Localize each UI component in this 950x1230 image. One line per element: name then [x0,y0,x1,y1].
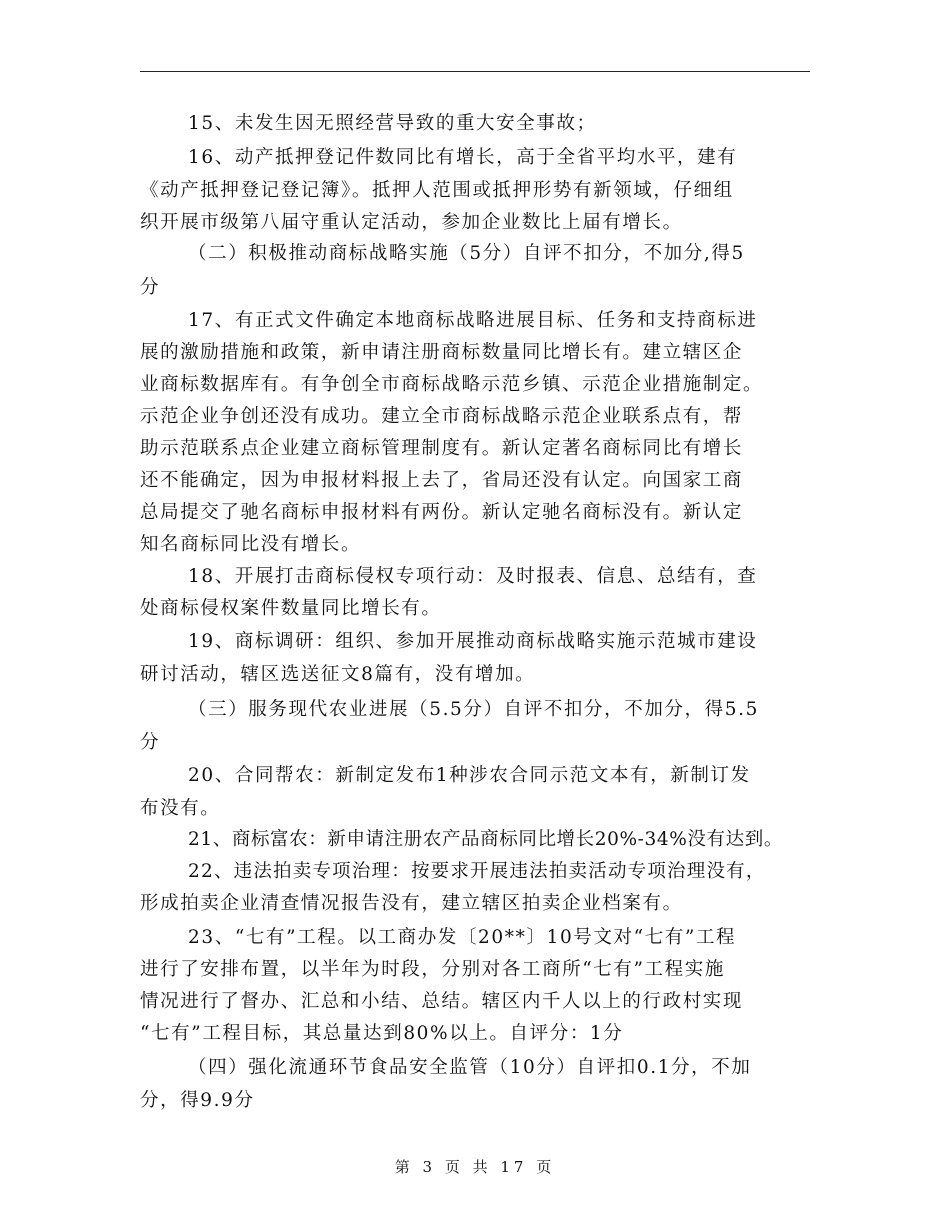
body-line: 业商标数据库有。有争创全市商标战略示范乡镇、示范企业措施制定。 [140,374,764,395]
body-line: 示范企业争创还没有成功。建立全市商标战略示范企业联系点有，帮 [140,406,744,427]
body-line: 布没有。 [140,798,221,819]
body-line: 知名商标同比没有增长。 [140,534,362,555]
body-line: 分 [140,732,161,753]
body-line: 《动产抵押登记登记簿》。抵押人范围或抵押形势有新领域，仔细组 [140,180,734,201]
body-line: 展的激励措施和政策，新申请注册商标数量同比增长有。建立辖区企 [140,342,744,363]
header-rule [140,71,810,72]
body-line: 进行了安排布置，以半年为时段，分别对各工商所“七有”工程实施 [140,959,725,980]
body-line: 助示范联系点企业建立商标管理制度有。新认定著名商标同比有增长 [140,438,744,459]
body-line: 21、商标富农：新申请注册农产品商标同比增长20%-34%没有达到。 [188,829,783,850]
body-line: 15、未发生因无照经营导致的重大安全事故； [188,113,597,134]
body-line: 16、动产抵押登记件数同比有增长，高于全省平均水平，建有 [188,147,738,168]
body-line: 情况进行了督办、汇总和小结、总结。辖区内千人以上的行政村实现 [140,991,744,1012]
section-heading: （四）强化流通环节食品安全监管（10分）自评扣0.1分，不加 [188,1057,752,1078]
section-heading: （三）服务现代农业进展（5.5分）自评不扣分，不加分，得5.5 [188,699,759,720]
body-line: 研讨活动，辖区选送征文8篇有，没有增加。 [140,664,536,685]
body-line: 23、“七有”工程。以工商办发〔20**〕10号文对“七有”工程 [188,927,737,948]
body-line: 总局提交了驰名商标申报材料有两份。新认定驰名商标没有。新认定 [140,502,744,523]
body-line: 形成拍卖企业清查情况报告没有，建立辖区拍卖企业档案有。 [140,893,683,914]
section-heading: （二）积极推动商标战略实施（5分）自评不扣分，不加分,得5 [188,243,745,264]
page-number-footer: 第 3 页 共 17 页 [394,1158,556,1176]
body-line: “七有”工程目标，其总量达到80%以上。自评分：1分 [140,1023,624,1044]
body-line: 还不能确定，因为申报材料报上去了，省局还没有认定。向国家工商 [140,470,744,491]
body-line: 18、开展打击商标侵权专项行动：及时报表、信息、总结有，查 [188,566,758,587]
body-line: 分 [140,277,161,298]
body-line: 20、合同帮农：新制定发布1种涉农合同示范文本有，新制订发 [188,765,751,786]
body-line: 处商标侵权案件数量同比增长有。 [140,598,442,619]
body-line: 19、商标调研：组织、参加开展推动商标战略实施示范城市建设 [188,631,758,652]
body-line: 织开展市级第八届守重认定活动，参加企业数比上届有增长。 [140,212,683,233]
body-line: 分，得9.9分 [140,1090,255,1111]
body-line: 22、违法拍卖专项治理：按要求开展违法拍卖活动专项治理没有， [188,861,766,882]
body-line: 17、有正式文件确定本地商标战略进展目标、任务和支持商标进 [188,310,758,331]
